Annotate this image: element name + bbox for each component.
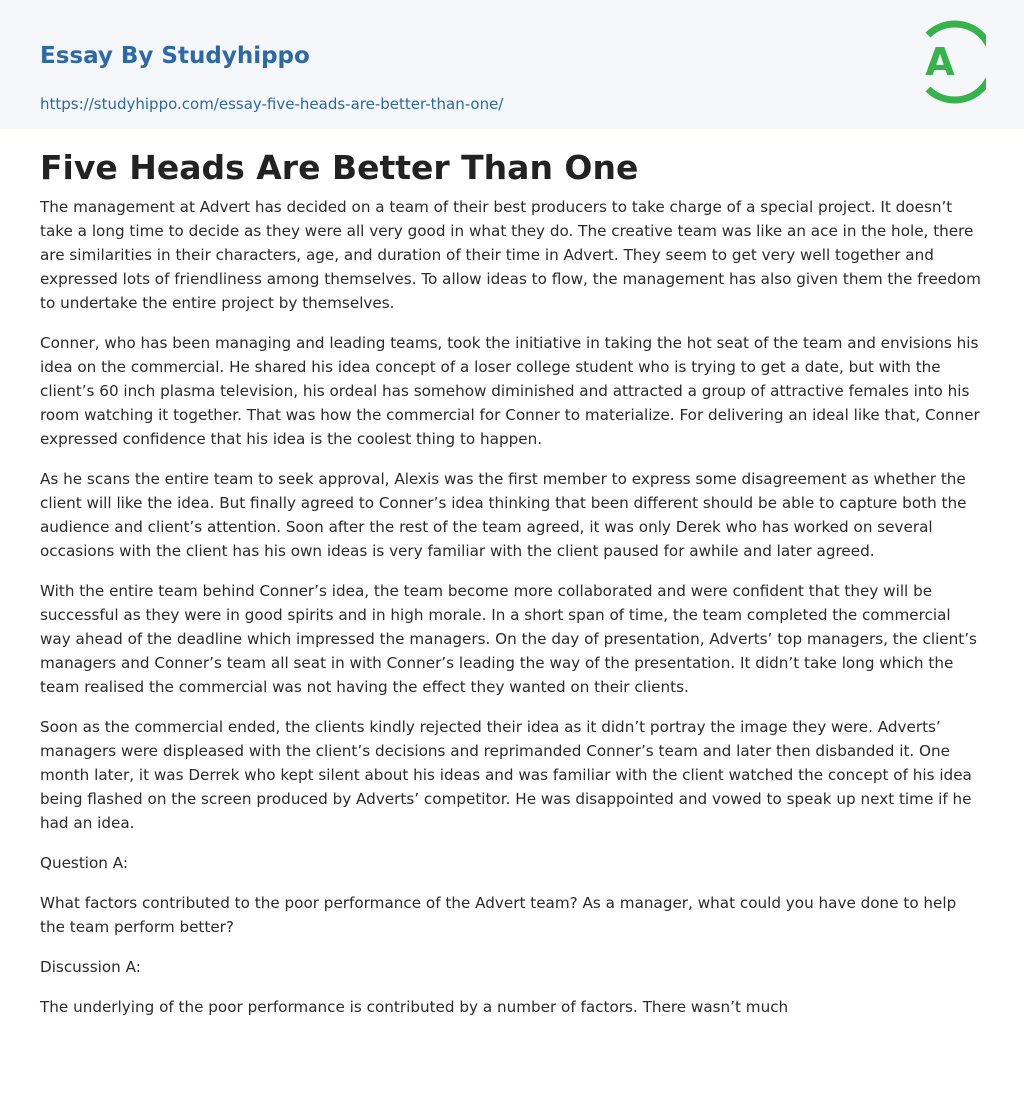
essay-paragraph: The management at Advert has decided on a team of their best producers to take charge of a special project. It doesn’t take a long time to decide as they were all very good in what they do. The creative team was like an ace in the hole, there are similarities in their characters, age, and duration of their time in Advert. They seem to get very well together and expressed lots of friendliness among themselves. To allow ideas to flow, the management has also given them the freedom to undertake the entire project by themselves. xyxy=(40,198,981,312)
site-name[interactable]: Essay By Studyhippo xyxy=(40,43,310,69)
essay-paragraph: As he scans the entire team to seek approval, Alexis was the first member to express some disagreement as whether the client will like the idea. But finally agreed to Conner’s idea thinking that been different should be able to capture both the audience and client’s attention. Soon after the rest of the team agreed, it was only Derek who has worked on several occasions with the client has his own ideas is very familiar with the client paused for awhile and later agreed. xyxy=(40,470,967,560)
logo-letter: A xyxy=(925,40,955,84)
studyhippo-logo-icon[interactable] xyxy=(914,18,986,106)
discussion-text: The underlying of the poor performance is contributed by a number of factors. There wasn’t much xyxy=(40,998,789,1016)
essay-title: Five Heads Are Better Than One xyxy=(40,148,639,187)
essay-paragraph: With the entire team behind Conner’s idea, the team become more collaborated and were confident that they will be successful as they were in good spirits and in high morale. In a short span of time, the team completed the commercial way ahead of the deadline which impressed the managers. On the day of presentation, Adverts’ top managers, the client’s managers and Conner’s team all seat in with Conner’s leading the way of the presentation. It didn’t take long which the team realised the commercial was not having the effect they wanted on their clients. xyxy=(40,582,977,696)
discussion-heading: Discussion A: xyxy=(40,958,141,976)
question-text: What factors contributed to the poor performance of the Advert team? As a manager, what could you have done to help the team perform better? xyxy=(40,894,957,936)
essay-url-link[interactable]: https://studyhippo.com/essay-five-heads-are-better-than-one/ xyxy=(40,95,504,113)
essay-content xyxy=(0,147,1024,1019)
essay-paragraph: Conner, who has been managing and leading teams, took the initiative in taking the hot seat of the team and envisions his idea on the commercial. He shared his idea concept of a loser college student who is trying to get a date, but with the client’s 60 inch plasma television, his ordeal has somehow diminished and attracted a group of attractive females into his room watching it together. That was how the commercial for Conner to materialize. For delivering an ideal like that, Conner expressed confidence that his idea is the coolest thing to happen. xyxy=(40,334,980,448)
question-heading: Question A: xyxy=(40,854,128,872)
essay-paragraph: Soon as the commercial ended, the clients kindly rejected their idea as it didn’t portray the image they were. Adverts’ managers were displeased with the client’s decisions and reprimanded Conner’s team and later then disbanded it. One month later, it was Derrek who kept silent about his ideas and was familiar with the client watched the concept of his idea being flashed on the screen produced by Adverts’ competitor. He was disappointed and vowed to speak up next time if he had an idea. xyxy=(40,718,972,832)
site-header xyxy=(0,0,1024,129)
